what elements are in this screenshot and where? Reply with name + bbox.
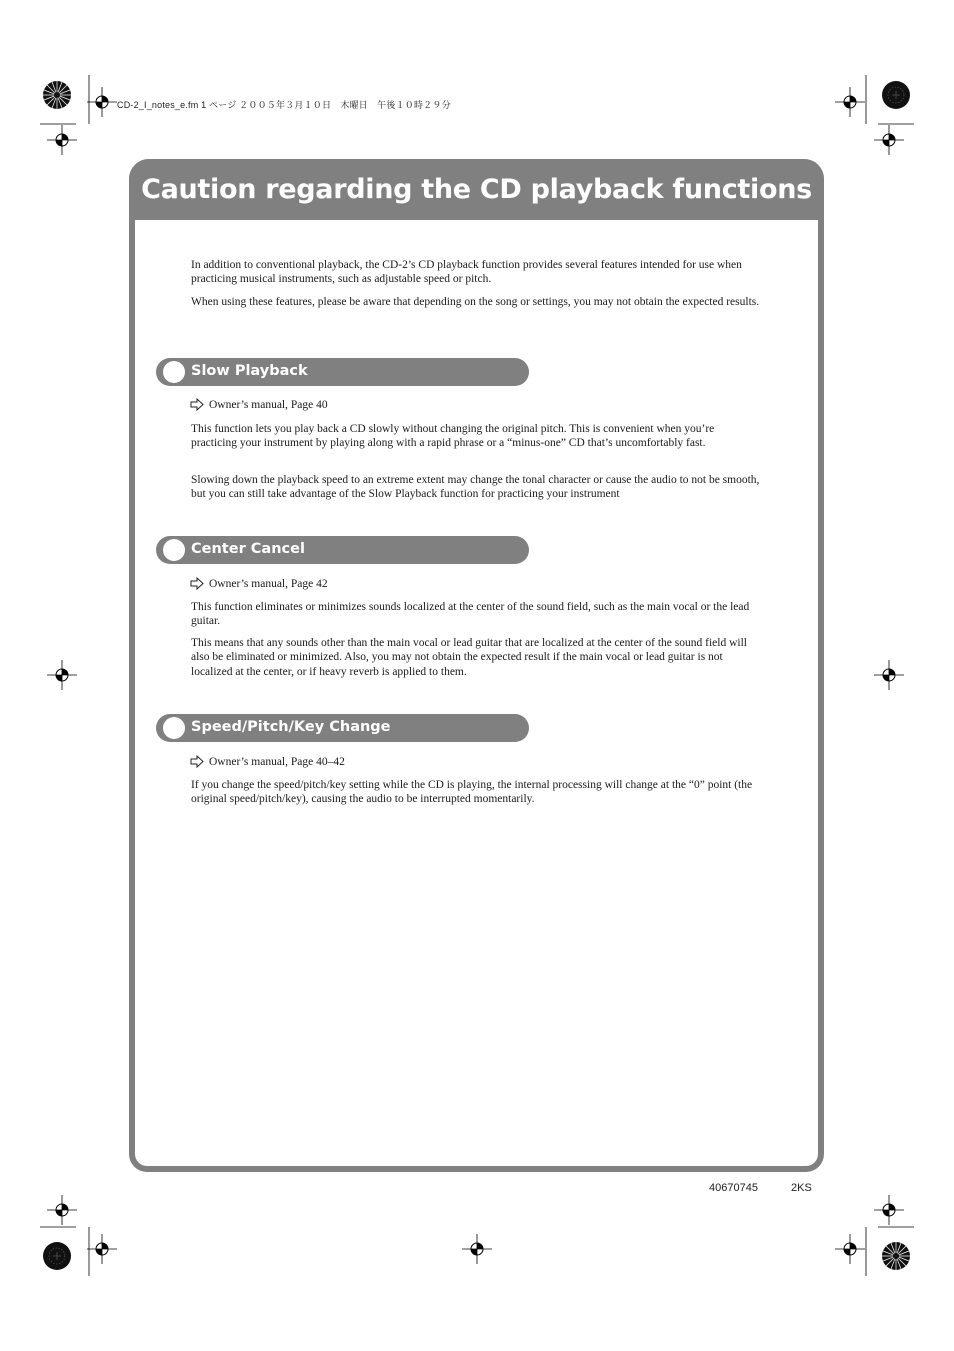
section-heading-label: Speed/Pitch/Key Change [191,719,391,735]
hollow-right-arrow-icon [190,755,204,768]
manual-reference [190,398,328,411]
bullet-dot-icon [163,361,185,383]
section-paragraph: This function lets you play back a CD slowly without changing the original pitch. This is convenient when you’re practicing your instrument by playing along with a rapid phrase or a “minus-one” CD that’s uncomfortably fast. [191,423,715,450]
bullet-dot-icon [163,539,185,561]
section-heading-center-cancel [156,536,529,564]
hollow-right-arrow-icon [190,398,204,411]
title-bar [129,159,824,220]
page-title: Caution regarding the CD playback functions [141,174,812,205]
manual-reference [190,755,345,768]
printer-slug-line: CD-2_I_notes_e.fm 1 ページ ２００５年３月１０日 木曜日 午後１０時２９分 [117,100,451,110]
section-heading-slow-playback [156,358,529,386]
section-paragraph: This function eliminates or minimizes sounds localized at the center of the sound field, such as the main vocal or the lead guitar. [191,601,750,628]
intro-paragraph: In addition to conventional playback, the CD-2’s CD playback function provides several features intended for use when practicing musical instruments, such as adjustable speed or pitch. [191,259,742,286]
bullet-dot-icon [163,717,185,739]
manual-reference-text: Owner’s manual, Page 40–42 [209,755,345,768]
section-paragraph: If you change the speed/pitch/key setting while the CD is playing, the internal processing will change at the “0” point (the original speed/pitch/key), causing the audio to be interrupted momentarily. [191,779,753,806]
intro-paragraph: When using these features, please be aware that depending on the song or settings, you may not obtain the expected results. [191,296,760,308]
section-heading-label: Slow Playback [191,363,308,379]
manual-reference-text: Owner’s manual, Page 40 [209,398,328,411]
hollow-right-arrow-icon [190,577,204,590]
part-number: 40670745 [709,1182,758,1194]
manual-reference [190,577,328,590]
section-heading-speed-pitch-key-change [156,714,529,742]
section-paragraph: This means that any sounds other than the main vocal or lead guitar that are localized at the center of the sound field will also be eliminated or minimized. Also, you may not obtain the expected result if the main vocal or lead guitar is not localized at the center, or if heavy reverb is applied to them. [191,637,747,678]
section-paragraph: Slowing down the playback speed to an extreme extent may change the tonal character or cause the audio to not be smooth, but you can still take advantage of the Slow Playback function for practicing your instrument [191,474,760,501]
section-heading-label: Center Cancel [191,541,305,557]
manual-reference-text: Owner’s manual, Page 42 [209,577,328,590]
print-code: 2KS [791,1182,812,1194]
